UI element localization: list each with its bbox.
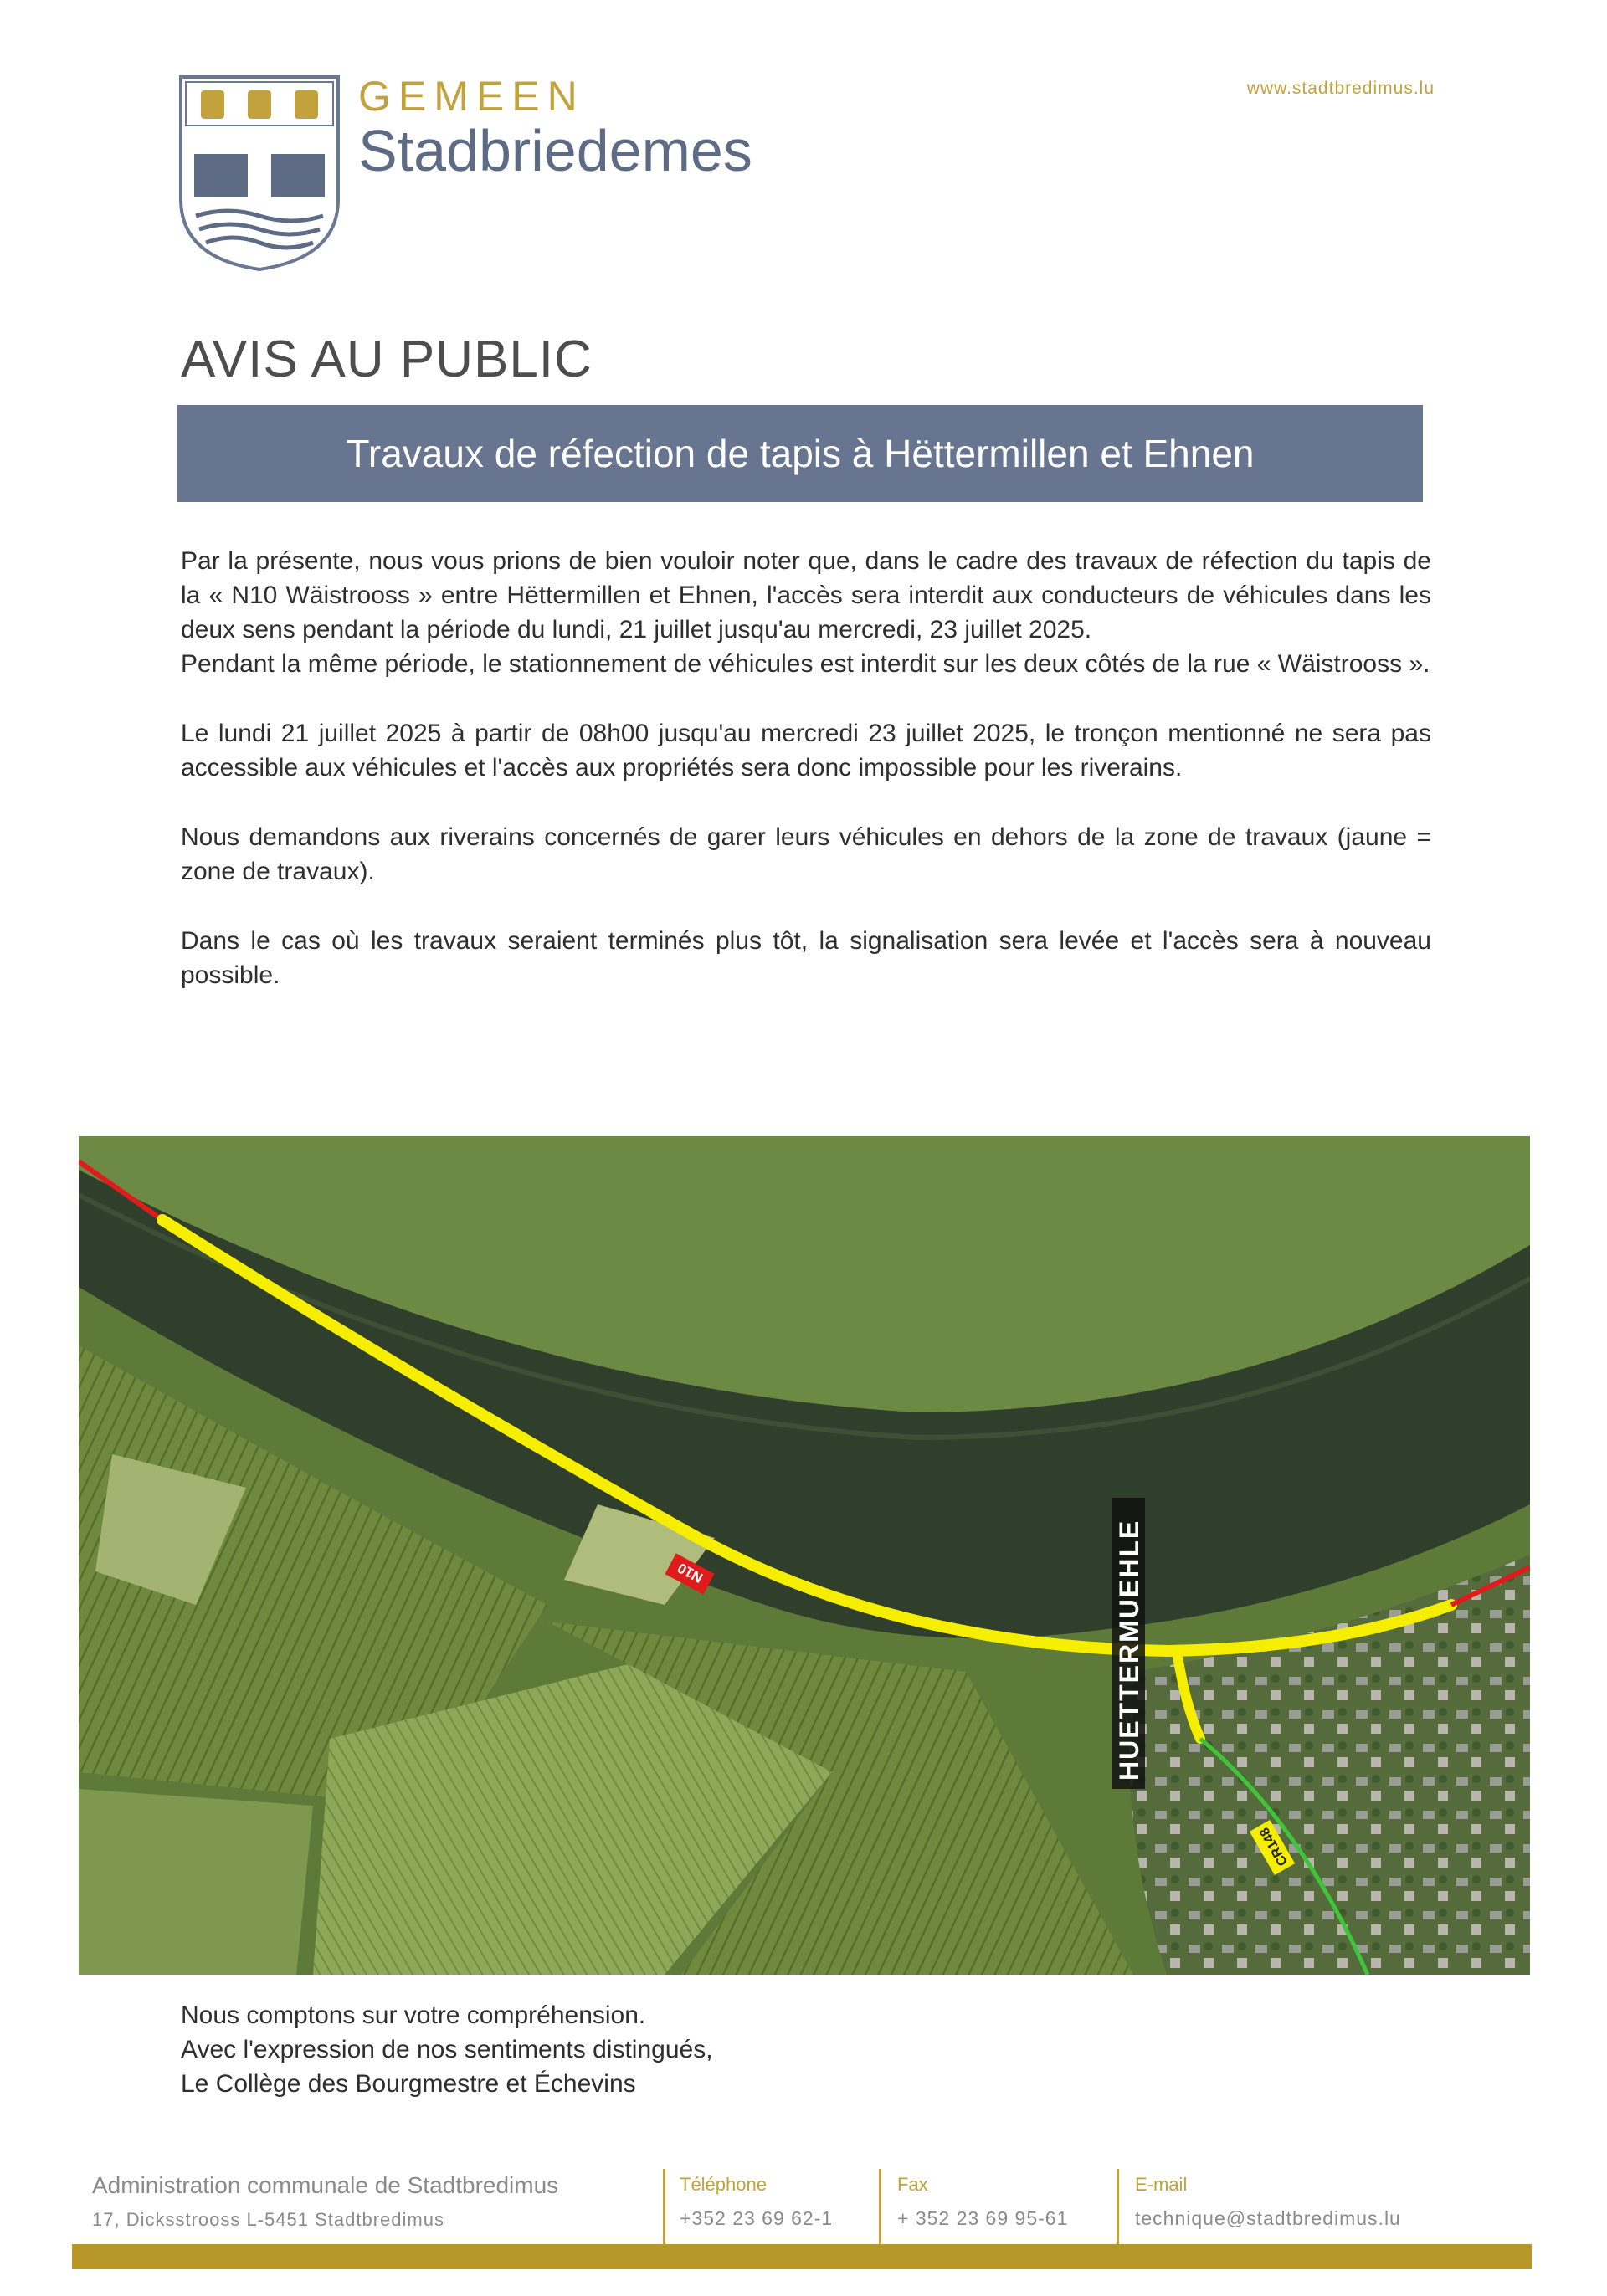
footer-divider	[879, 2169, 881, 2254]
footer-accent-bar	[72, 2244, 1532, 2269]
municipal-coat-of-arms-logo	[177, 74, 341, 273]
footer-address: 17, Dicksstrooss L-5451 Stadtbredimus	[92, 2209, 444, 2230]
subject-text: Travaux de réfection de tapis à Hëttermillen et Ehnen	[346, 432, 1255, 475]
body-paragraph: Par la présente, nous vous prions de bien vouloir noter que, dans le cadre des travaux de réfection du tapis de la « N10 Wäistrooss » entre Hëttermillen et Ehnen, l'accès sera interdit aux conducteurs de véhicules dans les deux sens pendant la période du lundi, 21 juillet jusqu'au mercredi, 23 juillet 2025.	[181, 547, 1431, 643]
closing-signature: Le Collège des Bourgmestre et Échevins	[181, 2070, 636, 2098]
cr148-road-label: CR148	[1257, 1824, 1291, 1868]
brand-wordmark-name: Stadbriedemes	[358, 118, 752, 183]
works-zone-aerial-map	[79, 1136, 1530, 1975]
footer-email[interactable]: technique@stadtbredimus.lu	[1135, 2207, 1401, 2229]
notice-body	[181, 544, 1431, 1028]
subject-banner	[177, 405, 1423, 502]
footer-divider	[1117, 2169, 1119, 2254]
body-paragraph: Pendant la même période, le stationnement de véhicules est interdit sur les deux côtés de la rue « Wäistrooss ».	[181, 650, 1430, 678]
street-label-text: HUETTERMUEHLE	[1114, 1519, 1144, 1781]
body-paragraph: Dans le cas où les travaux seraient terminés plus tôt, la signalisation sera levée et l'accès sera à nouveau possible.	[181, 927, 1431, 989]
brand-wordmark-top: GEMEEN	[358, 73, 585, 120]
footer-phone-label: Téléphone	[680, 2174, 767, 2195]
footer-fax: + 352 23 69 95-61	[897, 2207, 1069, 2229]
closing-line: Avec l'expression de nos sentiments distingués,	[181, 2036, 713, 2063]
footer-organisation: Administration communale de Stadtbredimus	[92, 2172, 559, 2198]
body-paragraph: Nous demandons aux riverains concernés de garer leurs véhicules en dehors de la zone de travaux (jaune = zone de travaux).	[181, 823, 1431, 885]
closing-line: Nous comptons sur votre compréhension.	[181, 2001, 646, 2029]
footer-divider	[663, 2169, 665, 2254]
street-label-huettermuehle	[1112, 1498, 1145, 1789]
footer-email-label: E-mail	[1135, 2174, 1188, 2195]
website-link[interactable]: www.stadtbredimus.lu	[1246, 79, 1435, 98]
closing-block	[181, 1998, 713, 2101]
n10-road-label: N10	[675, 1559, 706, 1586]
footer-fax-label: Fax	[897, 2174, 928, 2195]
body-paragraph: Le lundi 21 juillet 2025 à partir de 08h00 jusqu'au mercredi 23 juillet 2025, le tronçon mentionné ne sera pas accessible aux véhicules et l'accès aux propriétés sera donc impossible pour les riverains.	[181, 720, 1431, 782]
footer-phone[interactable]: +352 23 69 62-1	[680, 2207, 834, 2229]
notice-title: AVIS AU PUBLIC	[181, 331, 593, 388]
